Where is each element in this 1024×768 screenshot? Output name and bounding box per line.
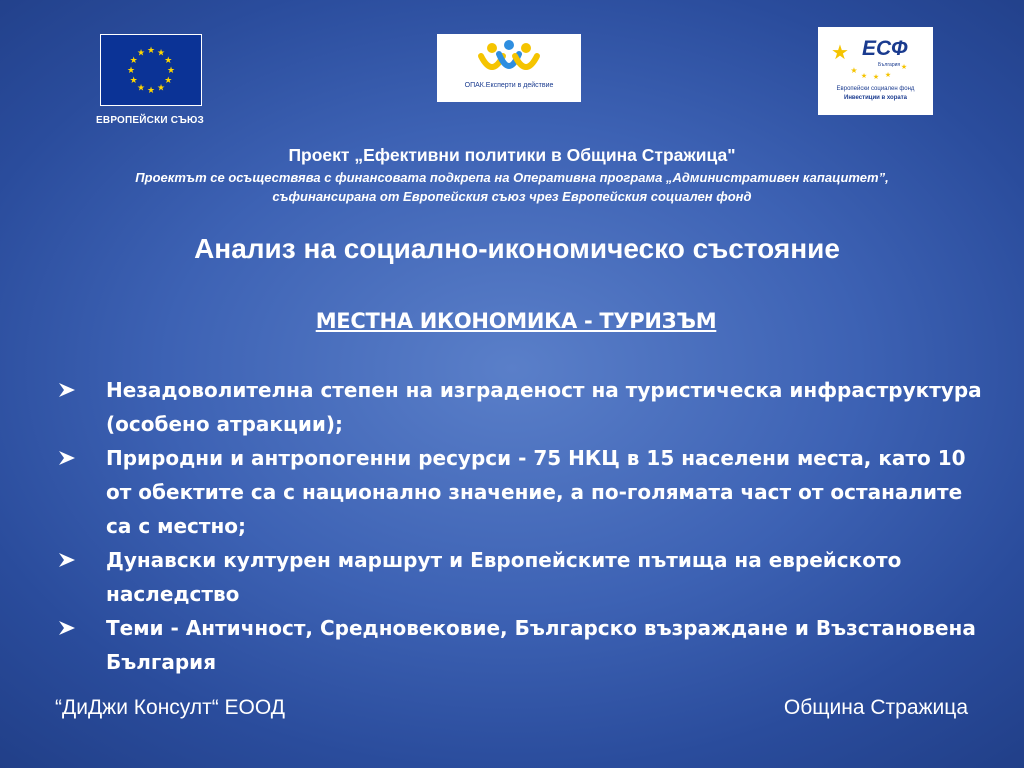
bullet-text: Дунавски културен маршрут и Европейските пътища на еврейското наследство bbox=[106, 548, 902, 606]
svg-text:★: ★ bbox=[146, 45, 156, 55]
svg-text:★: ★ bbox=[900, 64, 908, 71]
svg-text:★: ★ bbox=[860, 73, 868, 80]
esf-mark: ЕСФ bbox=[862, 37, 908, 60]
svg-text:★: ★ bbox=[146, 85, 156, 95]
project-title: Проект „Ефективни политики в Община Стражица" bbox=[288, 145, 736, 165]
svg-text:★: ★ bbox=[166, 65, 176, 75]
eu-flag-logo bbox=[100, 34, 202, 106]
opak-people-icon bbox=[437, 34, 581, 80]
esf-caption-line1: Европейски социален фонд bbox=[836, 86, 915, 92]
svg-text:★: ★ bbox=[164, 75, 173, 85]
svg-text:★: ★ bbox=[831, 42, 849, 64]
bullet-list bbox=[56, 373, 991, 679]
svg-text:★: ★ bbox=[129, 75, 138, 85]
svg-text:★: ★ bbox=[126, 65, 136, 75]
esf-sub: България bbox=[878, 62, 901, 68]
arrow-bullet-icon bbox=[56, 441, 78, 475]
svg-text:★: ★ bbox=[136, 47, 146, 58]
svg-text:★: ★ bbox=[884, 72, 892, 79]
opak-logo bbox=[437, 34, 581, 102]
arrow-bullet-icon bbox=[56, 611, 78, 645]
bullet-text: Незадоволителна степен на изграденост на туристическа инфраструктура (особено атракции); bbox=[106, 378, 982, 436]
svg-text:★: ★ bbox=[164, 55, 173, 65]
svg-text:★: ★ bbox=[129, 55, 138, 65]
bullet-text: Природни и антропогенни ресурси - 75 НКЦ в 15 населени места, като 10 от обектите са с национално значение, а по-голямата част от останалите са с местно; bbox=[106, 446, 966, 538]
footer-municipality: Община Стражица bbox=[783, 696, 968, 719]
project-subtitle-line2: съфинансирана от Европейския съюз чрез Европейския социален фонд bbox=[272, 189, 752, 204]
bullet-text: Теми - Античност, Средновековие, Българско възраждане и Възстановена България bbox=[106, 616, 976, 674]
svg-text:★: ★ bbox=[872, 74, 880, 81]
project-subtitle-line1: Проектът се осъществява с финансовата подкрепа на Оперативна програма „Административен капацитет”, bbox=[135, 170, 889, 185]
esf-logo bbox=[818, 27, 933, 115]
opak-caption: ОПАК.Експерти в действие bbox=[464, 82, 554, 89]
bullet-item bbox=[56, 441, 991, 543]
eu-stars-icon bbox=[101, 35, 201, 105]
footer-company: “ДиДжи Консулт“ ЕООД bbox=[55, 696, 285, 719]
arrow-bullet-icon bbox=[56, 373, 78, 407]
bullet-item bbox=[56, 611, 991, 679]
svg-text:★: ★ bbox=[156, 47, 166, 58]
section-heading: МЕСТНА ИКОНОМИКА - ТУРИЗЪМ bbox=[315, 309, 717, 333]
eu-caption: ЕВРОПЕЙСКИ СЪЮЗ bbox=[96, 115, 204, 126]
slide-title: Анализ на социално-икономическо състояние bbox=[194, 233, 840, 264]
svg-text:★: ★ bbox=[850, 66, 858, 75]
bullet-item bbox=[56, 543, 991, 611]
svg-text:★: ★ bbox=[156, 82, 166, 93]
arrow-bullet-icon bbox=[56, 543, 78, 577]
svg-text:★: ★ bbox=[136, 82, 146, 93]
bullet-item bbox=[56, 373, 991, 441]
esf-caption-line2: Инвестиции в хората bbox=[844, 95, 907, 101]
